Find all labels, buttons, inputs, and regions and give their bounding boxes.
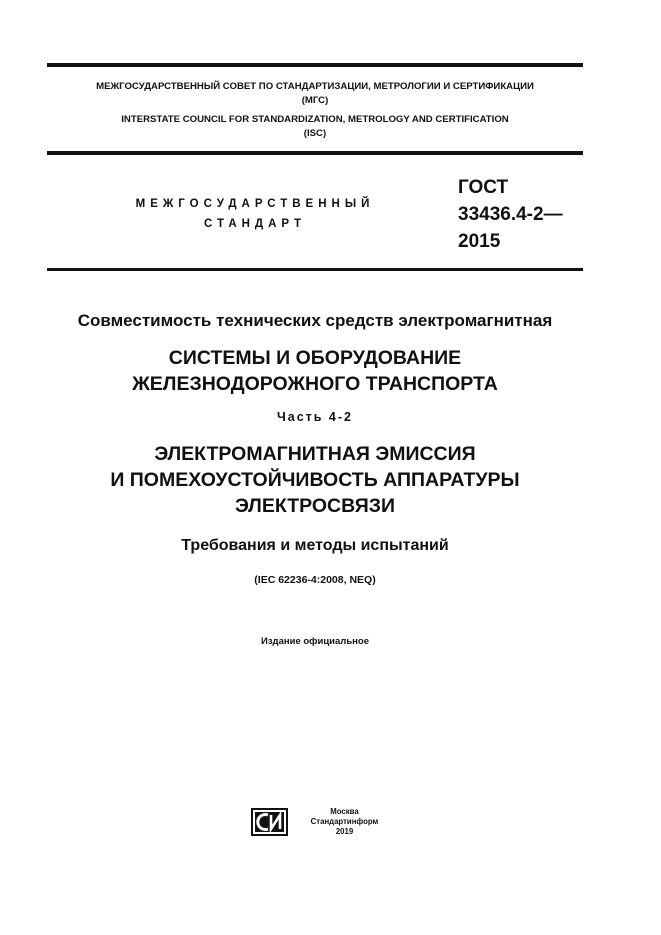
- header-rule: [47, 151, 583, 155]
- standard-type-line1: МЕЖГОСУДАРСТВЕННЫЙ: [135, 198, 375, 210]
- publisher-year: 2019: [335, 827, 354, 837]
- council-ru-abbr: (МГС): [301, 94, 329, 106]
- title-main: [47, 345, 583, 397]
- designation-rule: [47, 268, 583, 271]
- publisher-name: Стандартинформ: [310, 817, 379, 827]
- subtitle: Совместимость технических средств электромагнитная: [77, 311, 553, 330]
- council-en-line: INTERSTATE COUNCIL FOR STANDARDIZATION, METROLOGY AND CERTIFICATION: [121, 114, 509, 125]
- gost-prefix: ГОСТ: [458, 177, 509, 198]
- top-rule: [47, 63, 583, 67]
- gost-year: 2015: [458, 231, 501, 252]
- title-part-line1: ЭЛЕКТРОМАГНИТНАЯ ЭМИССИЯ: [154, 443, 476, 465]
- publisher-block: [297, 807, 392, 838]
- edition-label: Издание официальное: [261, 636, 369, 647]
- iec-reference: (IEC 62236-4:2008, NEQ): [254, 574, 376, 586]
- council-en-abbr: (ISC): [303, 127, 327, 139]
- council-en: [47, 113, 583, 140]
- gost-designation: [458, 174, 588, 255]
- gost-number: 33436.4-2—: [458, 204, 563, 225]
- council-ru: [47, 80, 583, 107]
- requirements-title: Требования и методы испытаний: [181, 537, 449, 554]
- title-part-line2: И ПОМЕХОУСТОЙЧИВОСТЬ АППАРАТУРЫ: [110, 469, 520, 491]
- standard-type-line2: СТАНДАРТ: [204, 218, 306, 230]
- standartinform-logo-icon: [251, 808, 288, 836]
- title-part: [47, 441, 583, 519]
- part-label: Часть 4-2: [276, 410, 354, 424]
- council-ru-line: МЕЖГОСУДАРСТВЕННЫЙ СОВЕТ ПО СТАНДАРТИЗАЦИИ, МЕТРОЛОГИИ И СЕРТИФИКАЦИИ: [96, 81, 534, 92]
- publisher-city: Москва: [330, 807, 359, 816]
- title-main-line2: ЖЕЛЕЗНОДОРОЖНОГО ТРАНСПОРТА: [132, 373, 498, 395]
- title-part-line3: ЭЛЕКТРОСВЯЗИ: [235, 495, 395, 517]
- title-main-line1: СИСТЕМЫ И ОБОРУДОВАНИЕ: [168, 347, 462, 369]
